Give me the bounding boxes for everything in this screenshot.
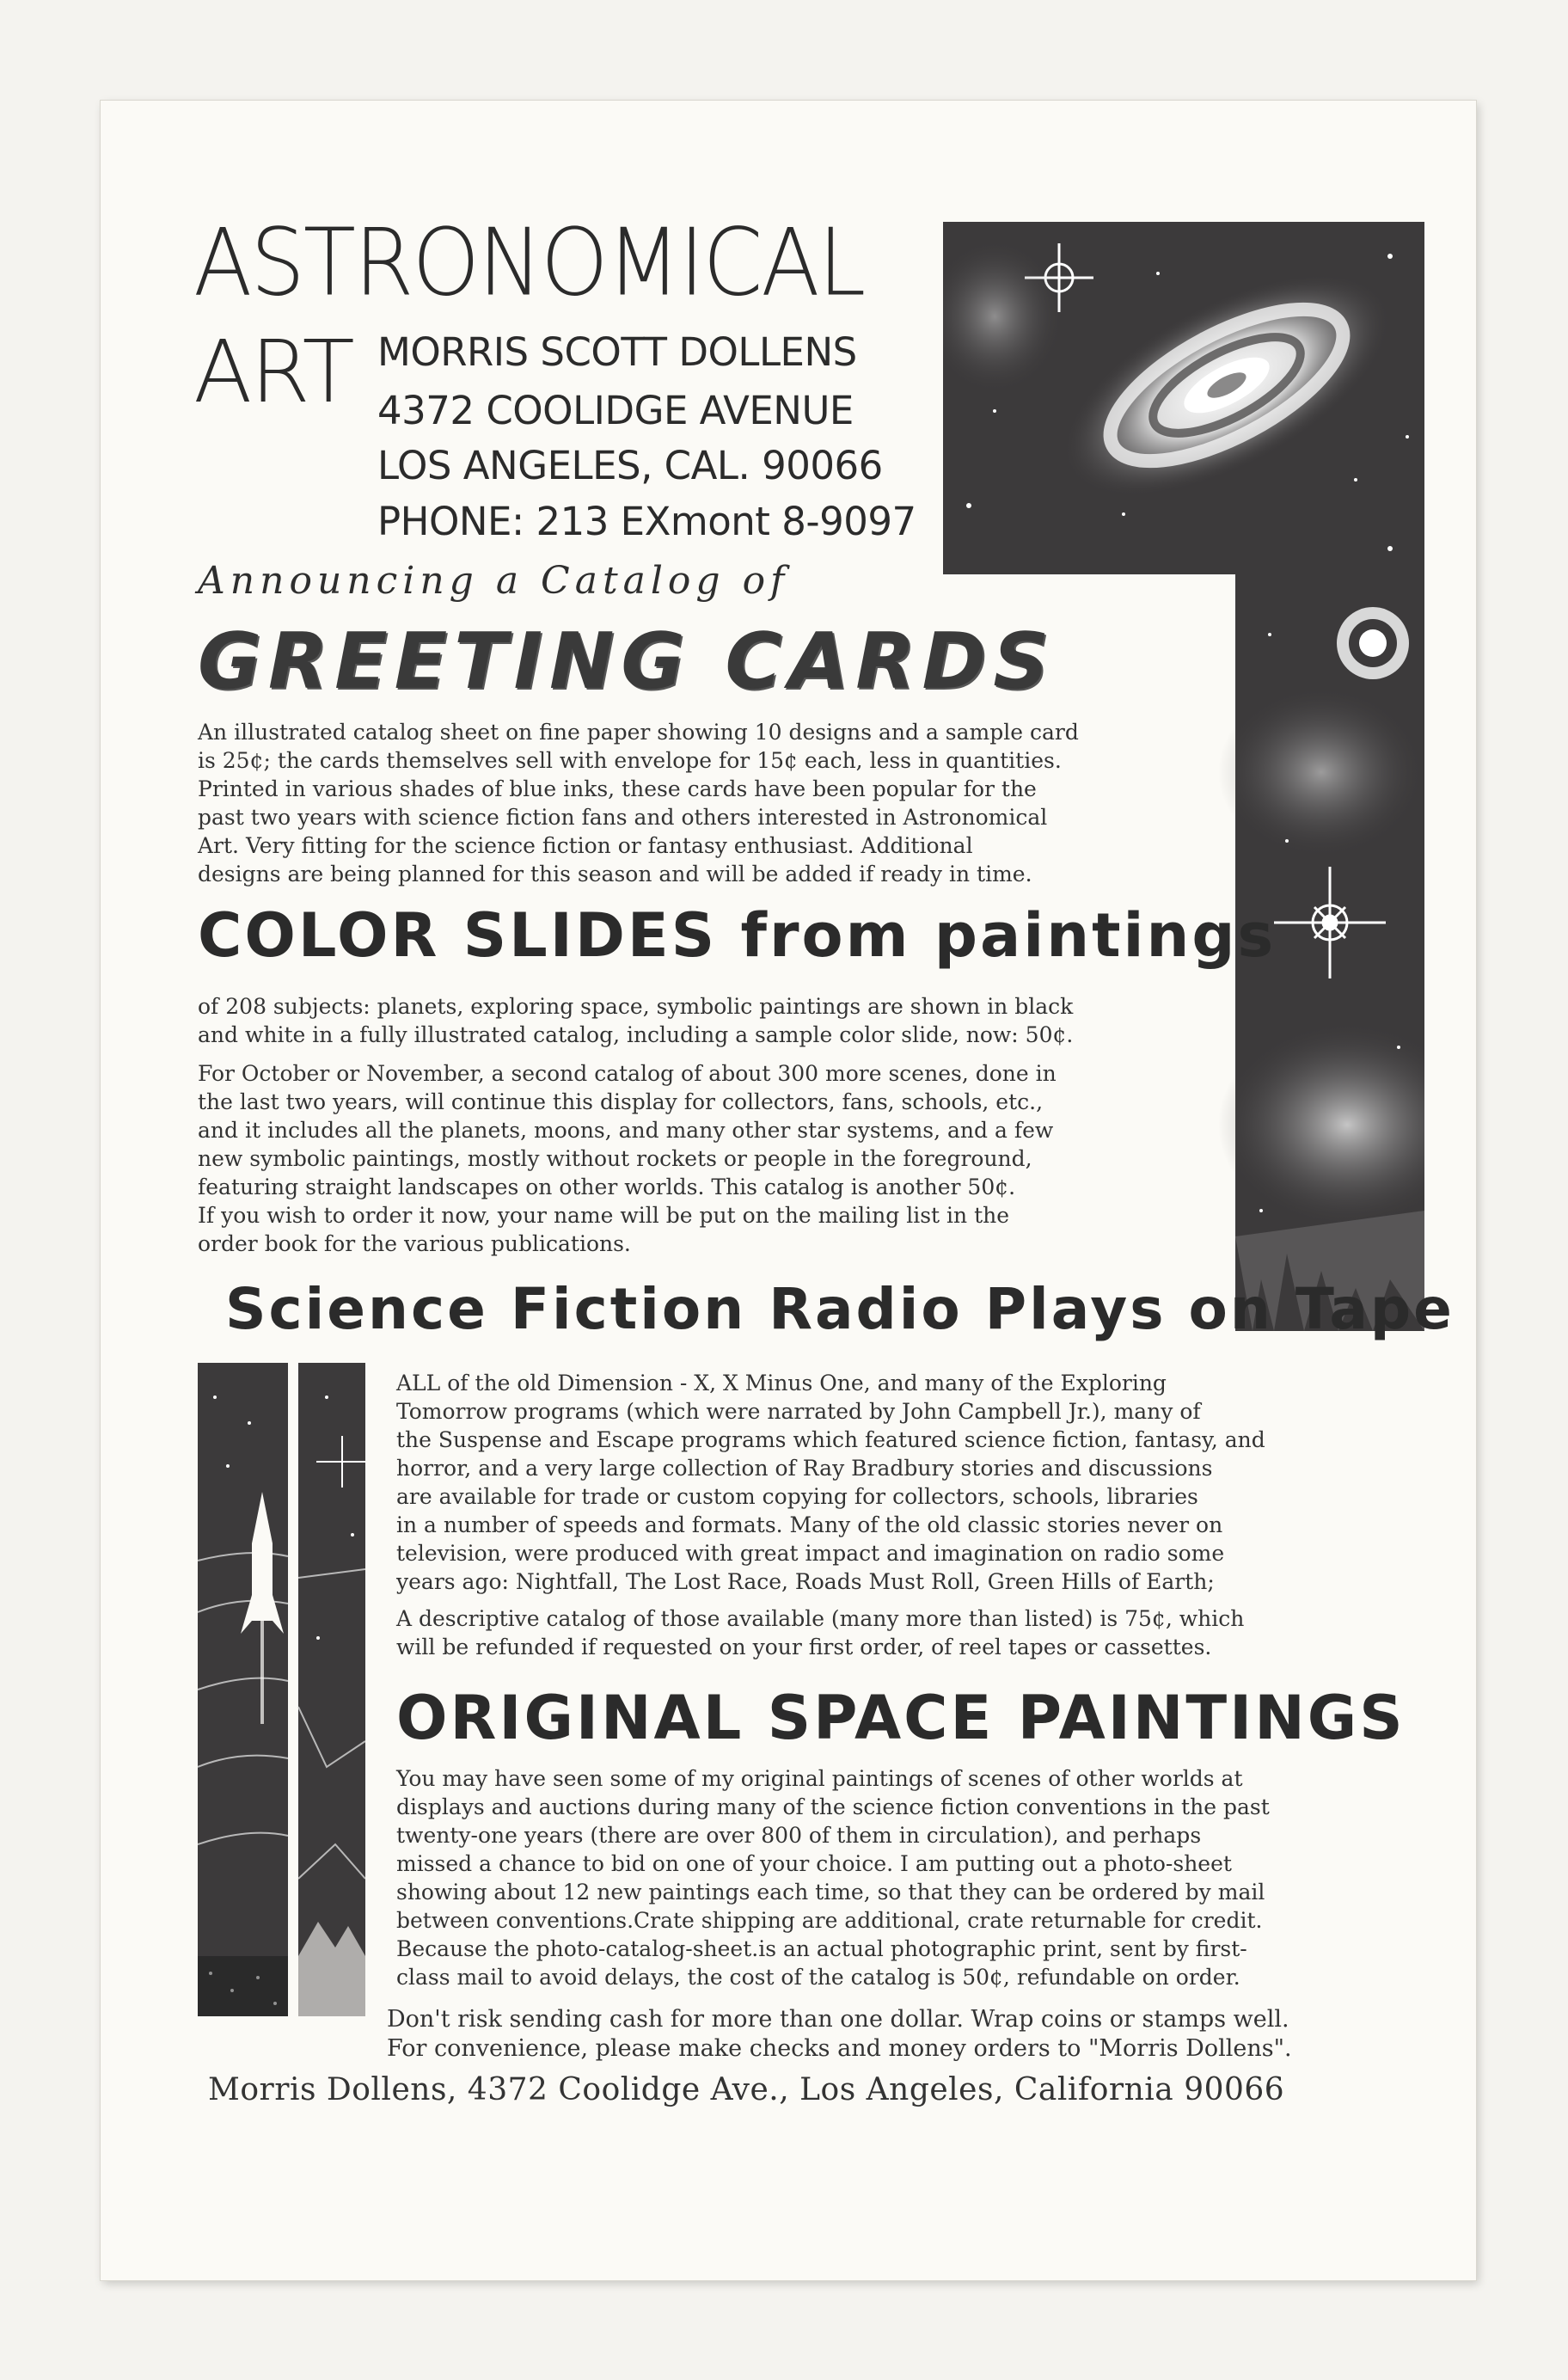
slides-line: and white in a fully illustrated catalog, including a sample color slide, now: 50¢. [198,1022,1074,1047]
original-paintings-text [396,1764,1270,1991]
paintings-line: Because the photo-catalog-sheet.is an actual photographic print, sent by first- [396,1936,1247,1961]
original-paintings-heading: ORIGINAL SPACE PAINTINGS [396,1683,1406,1753]
greeting-line: Printed in various shades of blue inks, these cards have been popular for the [198,776,1037,801]
paintings-line: displays and auctions during many of the science fiction conventions in the past [396,1794,1270,1819]
radio-line: horror, and a very large collection of Ray Bradbury stories and discussions [396,1456,1213,1481]
catalog-page [101,101,1476,2280]
radio-line: ALL of the old Dimension - X, X Minus One, and many of the Exploring [396,1371,1167,1395]
paintings-line: class mail to avoid delays, the cost of the catalog is 50¢, refundable on order. [396,1965,1240,1990]
greeting-cards-text [198,718,1079,888]
slides-line: If you wish to order it now, your name will be put on the mailing list in the [198,1203,1010,1228]
closing-line: Don't risk sending cash for more than one dollar. Wrap coins or stamps well. [387,2006,1289,2033]
greeting-line: An illustrated catalog sheet on fine paper showing 10 designs and a sample card [198,720,1079,745]
radio-line: years ago: Nightfall, The Lost Race, Roads Must Roll, Green Hills of Earth; [396,1569,1215,1594]
slides-line: new symbolic paintings, mostly without rockets or people in the foreground, [198,1146,1032,1171]
radio-line: will be refunded if requested on your first order, of reel tapes or cassettes. [396,1635,1212,1659]
radio-line: Tomorrow programs (which were narrated by John Campbell Jr.), many of [396,1399,1201,1424]
slides-line: the last two years, will continue this display for collectors, fans, schools, etc., [198,1089,1044,1114]
greeting-cards-heading: GREETING CARDS [198,616,1057,707]
paintings-line: showing about 12 new paintings each time, so that they can be ordered by mail [396,1880,1265,1905]
closing-note [387,2005,1292,2064]
radio-plays-text-a [396,1369,1265,1596]
greeting-line: designs are being planned for this season and will be added if ready in time. [198,862,1032,886]
greeting-line: is 25¢; the cards themselves sell with envelope for 15¢ each, less in quantities. [198,748,1062,773]
announce-catalog: Announcing a Catalog of [198,559,790,603]
slides-line: For October or November, a second catalog of about 300 more scenes, done in [198,1061,1057,1086]
address-line-phone: PHONE: 213 EXmont 8-9097 [377,499,916,544]
slides-line: and it includes all the planets, moons, and many other star systems, and a few [198,1118,1054,1143]
radio-line: in a number of speeds and formats. Many of the old classic stories never on [396,1512,1223,1537]
color-slides-heading: COLOR SLIDES from paintings [198,900,1277,971]
slides-line: order book for the various publications. [198,1231,631,1256]
color-slides-text-a [198,992,1073,1049]
address-line-city: LOS ANGELES, CAL. 90066 [377,443,883,488]
paintings-line: missed a chance to bid on one of your choice. I am putting out a photo-sheet [396,1851,1232,1876]
footer-address: Morris Dollens, 4372 Coolidge Ave., Los Angeles, California 90066 [208,2072,1285,2107]
color-slides-text-b [198,1059,1057,1258]
slides-line: featuring straight landscapes on other worlds. This catalog is another 50¢. [198,1175,1016,1199]
greeting-line: past two years with science fiction fans and others interested in Astronomical [198,805,1048,830]
radio-line: the Suspense and Escape programs which featured science fiction, fantasy, and [396,1427,1265,1452]
title-art: ART [193,322,353,422]
greeting-line: Art. Very fitting for the science fiction or fantasy enthusiast. Additional [198,833,973,858]
slides-line: of 208 subjects: planets, exploring space, symbolic paintings are shown in black [198,994,1074,1019]
title-astronomical: ASTRONOMICAL [193,208,865,317]
paintings-line: between conventions.Crate shipping are additional, crate returnable for credit. [396,1908,1263,1933]
closing-line: For convenience, please make checks and money orders to "Morris Dollens". [387,2035,1292,2062]
radio-line: are available for trade or custom copying for collectors, schools, libraries [396,1484,1198,1509]
radio-line: television, were produced with great impact and imagination on radio some [396,1541,1225,1566]
address-line-street: 4372 COOLIDGE AVENUE [377,388,854,433]
radio-line: A descriptive catalog of those available (many more than listed) is 75¢, which [396,1606,1245,1631]
radio-plays-heading: Science Fiction Radio Plays on Tape [225,1276,1455,1342]
radio-plays-text-b [396,1604,1244,1661]
paintings-line: You may have seen some of my original paintings of scenes of other worlds at [396,1766,1243,1791]
address-line-name: MORRIS SCOTT DOLLENS [377,329,857,375]
paintings-line: twenty-one years (there are over 800 of them in circulation), and perhaps [396,1823,1202,1848]
rocket-illustration [198,1363,365,2016]
